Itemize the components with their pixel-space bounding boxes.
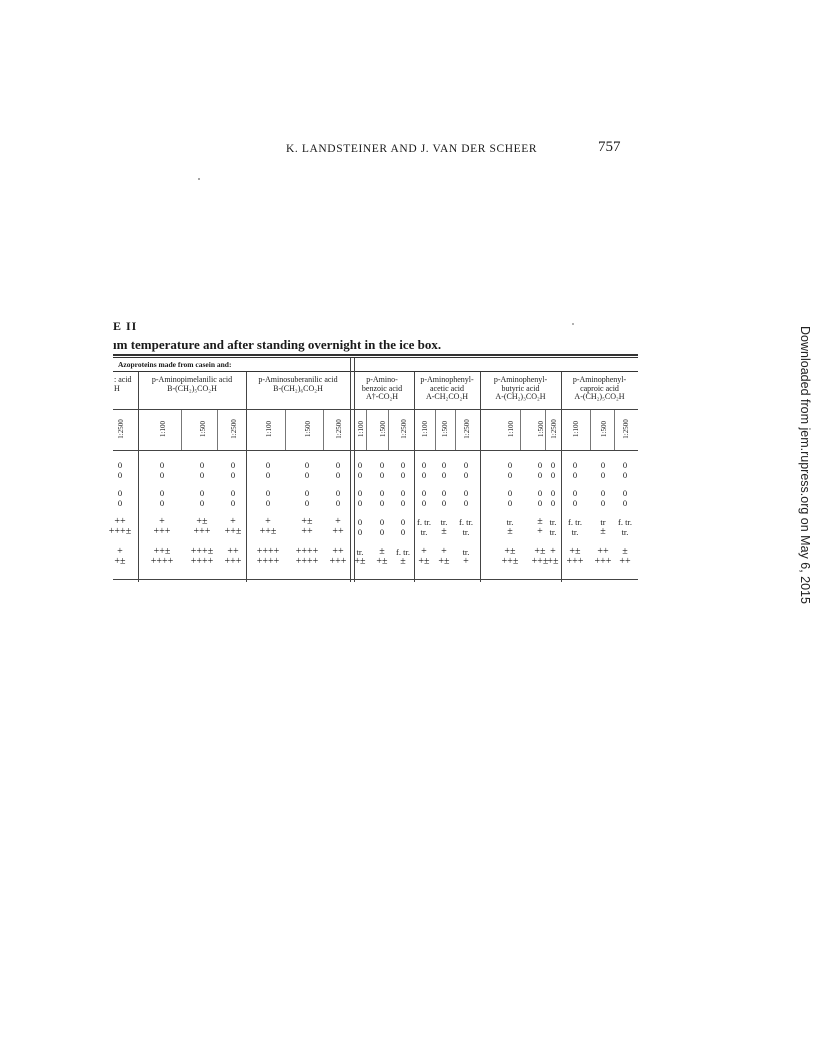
table-cell: 0 <box>357 517 363 527</box>
table-cell: 0 <box>357 488 363 498</box>
table-cell: + <box>550 546 556 557</box>
table-cell: ++++ <box>190 556 214 567</box>
table-cell: ++++ <box>295 546 319 557</box>
table-cell: ++± <box>153 546 171 557</box>
subcolumn-divider <box>323 410 324 450</box>
table-cell: 0 <box>199 460 205 470</box>
table-cell: ++ <box>597 546 609 557</box>
table-cell: tr. <box>462 547 470 557</box>
table-cell: ++++ <box>150 556 174 567</box>
dilution-label: 1:2500 <box>335 419 343 439</box>
table-cell: 0 <box>572 488 578 498</box>
subcolumn-divider <box>545 410 546 450</box>
table-cell: +± <box>354 556 366 567</box>
table-cell: ± <box>441 526 447 537</box>
table-cell: 0 <box>622 498 628 508</box>
table-group-header: Azoproteins made from casein and: <box>118 360 232 369</box>
table-cell: 0 <box>400 527 406 537</box>
table-cell: +± <box>114 556 126 567</box>
table-cell: tr. <box>506 517 514 527</box>
table-cell: 0 <box>159 498 165 508</box>
table-cell: +± <box>196 516 208 527</box>
table-cell: 0 <box>117 460 123 470</box>
table-cell: ++± <box>531 556 549 567</box>
table-cell: ++± <box>224 526 242 537</box>
running-head: K. LANDSTEINER AND J. VAN DER SCHEER <box>286 143 538 155</box>
table-cell: 0 <box>537 488 543 498</box>
table-cell: ++++ <box>256 546 280 557</box>
table-cell: f. tr. <box>396 547 410 557</box>
table-cell: +± <box>438 556 450 567</box>
table-cell: 0 <box>199 488 205 498</box>
table-cell: 0 <box>507 470 513 480</box>
table-cell: 0 <box>421 498 427 508</box>
table-cell: 0 <box>379 470 385 480</box>
table-cell: 0 <box>265 498 271 508</box>
dilution-label: 1:2500 <box>230 419 238 439</box>
table-cell: 0 <box>507 488 513 498</box>
subcolumn-divider <box>217 410 218 450</box>
table-cell: tr. <box>621 527 629 537</box>
subcolumn-divider <box>181 410 182 450</box>
table-cell: + <box>463 556 469 567</box>
table-label: E II <box>113 319 138 333</box>
table-cell: +++± <box>108 526 132 537</box>
table-top-rule <box>113 357 638 358</box>
table-cell: 0 <box>400 488 406 498</box>
table-cell: 0 <box>421 470 427 480</box>
table-cell: 0 <box>550 460 556 470</box>
dilution-label: 1:500 <box>537 421 545 437</box>
table-cell: ++ <box>332 546 344 557</box>
dilution-label: 1:100 <box>507 421 515 437</box>
table-cell: ++ <box>301 526 313 537</box>
table-cell: 0 <box>379 527 385 537</box>
table-cell: 0 <box>230 470 236 480</box>
table-cell: 0 <box>550 488 556 498</box>
table-cell: ++ <box>619 556 631 567</box>
table-cell: 0 <box>600 498 606 508</box>
compound-header: p-Amino- benzoic acid A†-CO₂H <box>361 375 403 401</box>
table-cell: +± <box>418 556 430 567</box>
table-cell: +++± <box>190 546 214 557</box>
dilution-label: 1:100 <box>572 421 580 437</box>
table-cell: 0 <box>441 498 447 508</box>
table-cell: 0 <box>357 498 363 508</box>
column-divider <box>138 372 139 582</box>
table-cell: 0 <box>357 527 363 537</box>
table-cell: ++++ <box>295 556 319 567</box>
table-cell: 0 <box>400 460 406 470</box>
stray-mark <box>572 323 574 325</box>
table-cell: 0 <box>379 517 385 527</box>
table-cell: 0 <box>400 498 406 508</box>
table-cell: 0 <box>117 488 123 498</box>
table-cell: 0 <box>622 460 628 470</box>
table-cell: 0 <box>265 470 271 480</box>
download-watermark <box>785 248 812 688</box>
table-cell: ± <box>379 546 385 557</box>
table-cell: 0 <box>304 488 310 498</box>
table-cell: +± <box>376 556 388 567</box>
dilution-label: 1:100 <box>421 421 429 437</box>
table-cell: + <box>537 526 543 537</box>
header-rule <box>113 409 638 410</box>
table-cell: f. tr. <box>459 517 473 527</box>
table-caption: ım temperature and after standing overnight in the ice box. <box>113 337 442 352</box>
table-cell: ++ <box>227 546 239 557</box>
table-cell: 0 <box>537 470 543 480</box>
subcolumn-divider <box>435 410 436 450</box>
table-cell: +++ <box>224 556 242 567</box>
table-group-rule <box>113 371 638 372</box>
table-cell: + <box>265 516 271 527</box>
table-cell: tr. <box>571 527 579 537</box>
table-cell: +± <box>569 546 581 557</box>
table-cell: 0 <box>537 460 543 470</box>
compound-header: p-Aminophenyl- acetic acid A-CH₂CO₂H <box>420 375 474 401</box>
table-cell: tr. <box>420 527 428 537</box>
table-cell: tr. <box>549 517 557 527</box>
dilution-label: 1:2500 <box>622 419 630 439</box>
table-cell: 0 <box>230 488 236 498</box>
table-cell: 0 <box>600 470 606 480</box>
subcolumn-divider <box>614 410 615 450</box>
table-top-rule <box>113 354 638 356</box>
table-cell: ++± <box>259 526 277 537</box>
dilution-label: 1:100 <box>357 421 365 437</box>
table-cell: 0 <box>600 460 606 470</box>
table-cell: 0 <box>622 470 628 480</box>
table-cell: 0 <box>507 460 513 470</box>
subcolumn-divider <box>520 410 521 450</box>
table-cell: 0 <box>441 460 447 470</box>
table-cell: ± <box>537 516 543 527</box>
table-cell: 0 <box>400 517 406 527</box>
subcolumn-divider <box>366 410 367 450</box>
table-cell: 0 <box>463 460 469 470</box>
dilution-label: 1:100 <box>159 421 167 437</box>
dilution-label: 1:500 <box>379 421 387 437</box>
dilution-label: 1:2500 <box>117 419 125 439</box>
page-number: 757 <box>598 139 621 155</box>
table-cell: +++ <box>153 526 171 537</box>
table-cell: ++++ <box>256 556 280 567</box>
dilution-label: 1:100 <box>265 421 273 437</box>
table-cell: 0 <box>357 460 363 470</box>
table-cell: ++± <box>501 556 519 567</box>
table-cell: 0 <box>199 470 205 480</box>
table-cell: 0 <box>463 498 469 508</box>
compound-header: p-Aminosuberanilic acid B-(CH₂)₆CO₂H <box>258 375 338 393</box>
table-cell: 0 <box>537 498 543 508</box>
dilution-label: 1:500 <box>441 421 449 437</box>
table-cell: +± <box>504 546 516 557</box>
compound-header: : acid H <box>114 375 132 393</box>
subcolumn-divider <box>388 410 389 450</box>
table-cell: f. tr. <box>618 517 632 527</box>
table-cell: 0 <box>572 498 578 508</box>
table-cell: 0 <box>441 488 447 498</box>
table-cell: 0 <box>463 488 469 498</box>
subcolumn-divider <box>455 410 456 450</box>
table-cell: ± <box>622 546 628 557</box>
table-cell: 0 <box>335 498 341 508</box>
table-cell: tr. <box>549 527 557 537</box>
table-cell: 0 <box>335 470 341 480</box>
table-cell: f. tr. <box>417 517 431 527</box>
table-cell: 0 <box>117 498 123 508</box>
table-cell: ++ <box>332 526 344 537</box>
subcolumn-divider <box>285 410 286 450</box>
table-cell: 0 <box>357 470 363 480</box>
subheader-rule <box>113 450 638 451</box>
table-cell: 0 <box>304 470 310 480</box>
dilution-label: 1:500 <box>600 421 608 437</box>
table-cell: 0 <box>622 488 628 498</box>
table-cell: ± <box>400 556 406 567</box>
table-cell: 0 <box>463 470 469 480</box>
compound-header: p-Aminopimelanilic acid B-(CH₂)₅CO₂H <box>151 375 233 393</box>
table-cell: 0 <box>550 498 556 508</box>
table-cell: f. tr. <box>568 517 582 527</box>
table-cell: + <box>441 546 447 557</box>
table-cell: 0 <box>421 460 427 470</box>
table-cell: 0 <box>335 488 341 498</box>
dilution-label: 1:2500 <box>463 419 471 439</box>
table-cell: 0 <box>421 488 427 498</box>
download-watermark-text: Downloaded from jem.rupress.org on May 6, 2015 <box>798 326 812 604</box>
table-cell: 0 <box>379 488 385 498</box>
table-cell: 0 <box>441 470 447 480</box>
table-cell: 0 <box>117 470 123 480</box>
table-cell: 0 <box>550 470 556 480</box>
table-cell: ++ <box>114 516 126 527</box>
table-cell: + <box>117 546 123 557</box>
table-cell: 0 <box>159 470 165 480</box>
table-cell: tr. <box>462 527 470 537</box>
table-cell: 0 <box>572 460 578 470</box>
table-cell: 0 <box>265 460 271 470</box>
table-cell: 0 <box>159 460 165 470</box>
table-cell: + <box>421 546 427 557</box>
dilution-label: 1:500 <box>304 421 312 437</box>
table-cell: +± <box>547 556 559 567</box>
table-cell: ± <box>507 526 513 537</box>
table-cell: +± <box>301 516 313 527</box>
stray-mark <box>198 178 200 180</box>
dilution-label: 1:500 <box>199 421 207 437</box>
table-cell: 0 <box>400 470 406 480</box>
table-cell: +++ <box>329 556 347 567</box>
dilution-label: 1:2500 <box>400 419 408 439</box>
table-cell: ± <box>600 526 606 537</box>
table-cell: tr. <box>356 547 364 557</box>
table-cell: 0 <box>335 460 341 470</box>
table-cell: +++ <box>594 556 612 567</box>
table-cell: 0 <box>230 460 236 470</box>
table-cell: + <box>335 516 341 527</box>
table-cell: tr <box>600 517 606 527</box>
table-cell: + <box>230 516 236 527</box>
bottom-rule <box>113 579 638 580</box>
table-cell: 0 <box>230 498 236 508</box>
table-cell: 0 <box>379 498 385 508</box>
table-cell: +± <box>534 546 546 557</box>
table-cell: + <box>159 516 165 527</box>
table-cell: 0 <box>159 488 165 498</box>
table-cell: 0 <box>304 460 310 470</box>
table-cell: 0 <box>199 498 205 508</box>
compound-header: p-Aminophenyl- caproic acid A-(CH₂)₅CO₂H <box>572 375 627 401</box>
compound-header: p-Aminophenyl- butyric acid A-(CH₂)₃CO₂H <box>493 375 548 401</box>
table-cell: 0 <box>265 488 271 498</box>
table-cell: 0 <box>379 460 385 470</box>
subcolumn-divider <box>590 410 591 450</box>
table-cell: 0 <box>600 488 606 498</box>
table-cell: 0 <box>507 498 513 508</box>
table-cell: +++ <box>566 556 584 567</box>
table-cell: 0 <box>304 498 310 508</box>
table-cell: +++ <box>193 526 211 537</box>
dilution-label: 1:2500 <box>550 419 558 439</box>
table-cell: tr. <box>440 517 448 527</box>
table-cell: 0 <box>572 470 578 480</box>
